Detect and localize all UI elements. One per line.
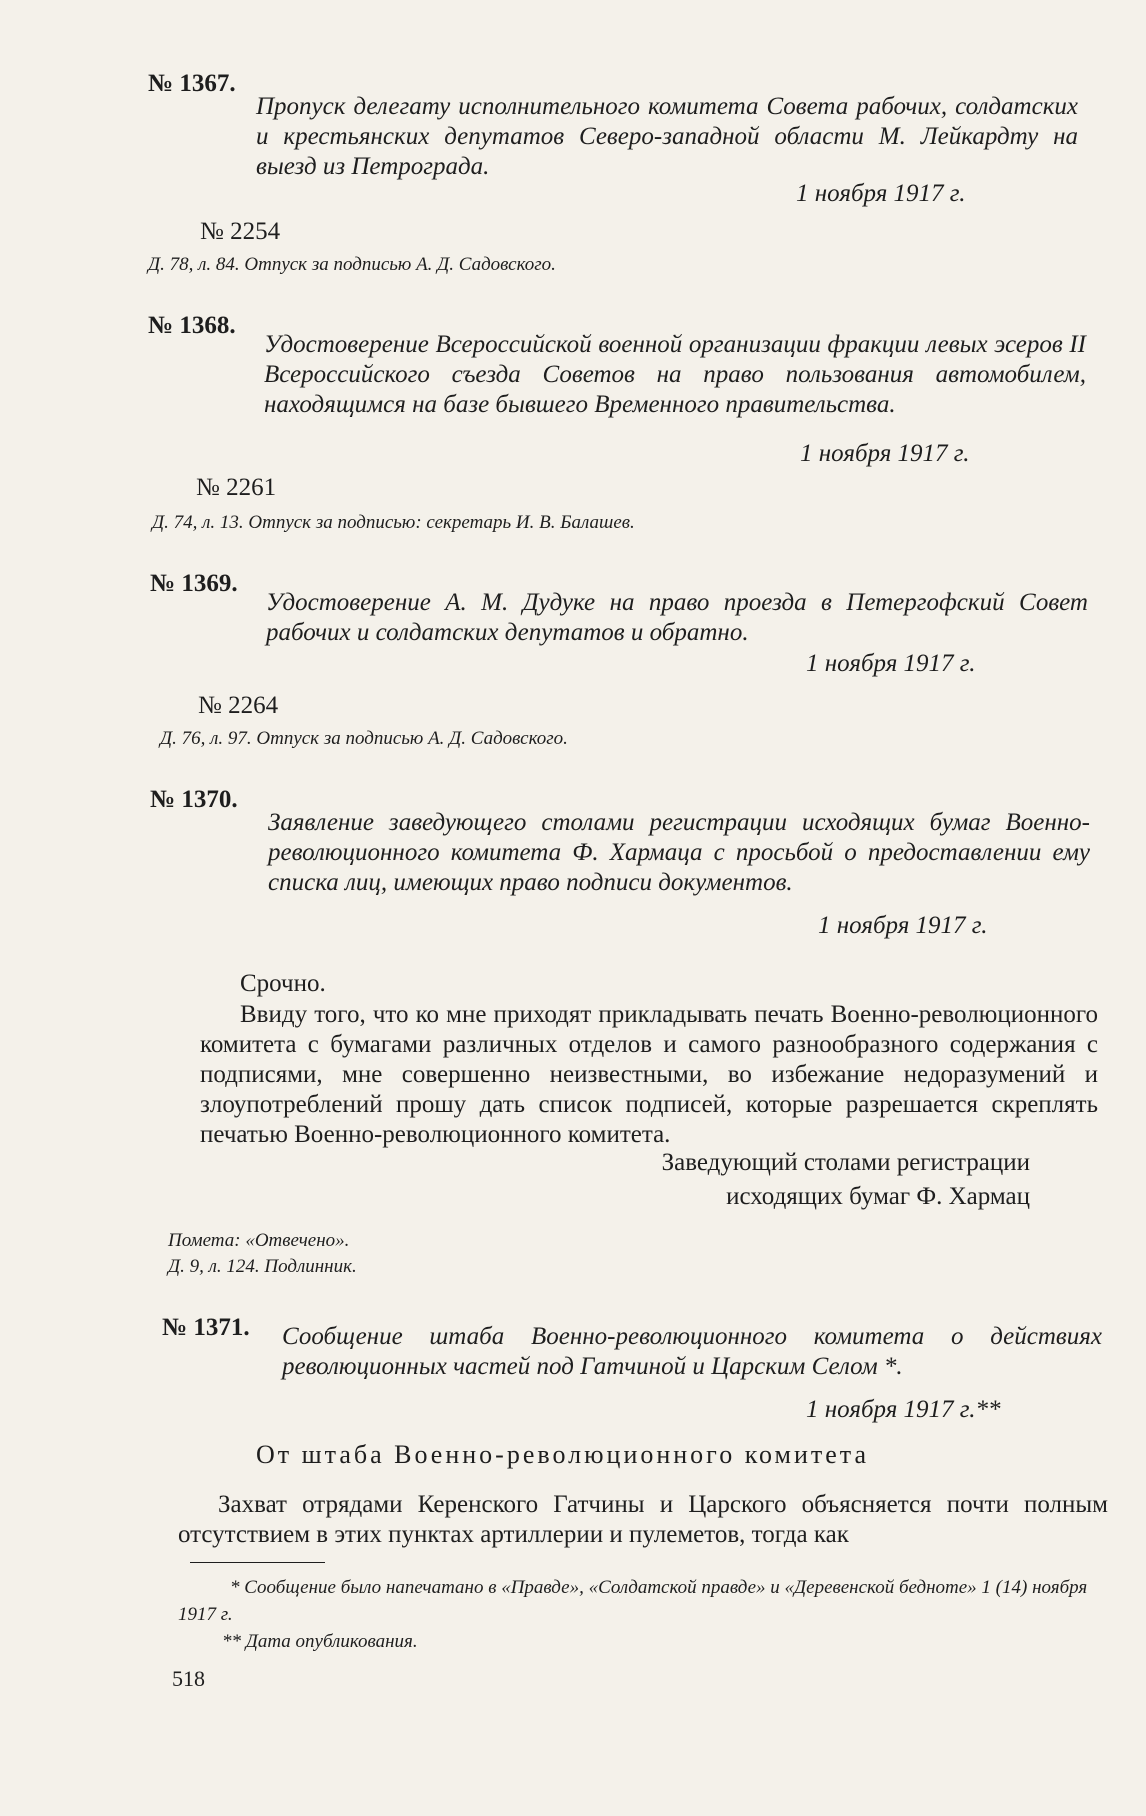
archive-reference: Д. 9, л. 124. Подлинник. — [168, 1256, 357, 1277]
doc-number: № 1371. — [162, 1314, 250, 1341]
signature-line: Заведующий столами регистрации — [661, 1149, 1030, 1176]
letter-body: Ввиду того, что ко мне приходят прикладывать печать Военно-революционного комитета с бумагами различных отделов и самого разнообразного содержания с подписями, мне совершенно неизвестными, во избежание недоразумений и злоупотреблений прошу дать список подписей, которые разрешается скреплять печатью Военно-революционного комитета. — [200, 1001, 1098, 1148]
archive-reference: Д. 78, л. 84. Отпуск за подписью А. Д. Садовского. — [148, 254, 556, 275]
urgent-mark: Срочно. — [240, 970, 326, 997]
note: Помета: «Отвечено». — [168, 1230, 350, 1251]
doc-registration-number: № 2264 — [198, 692, 279, 719]
signature-block — [560, 1146, 1030, 1214]
report-body: Захват отрядами Керенского Гатчины и Царского объясняется почти полным отсутствием в этих пунктах артиллерии и пулеметов, тогда как — [178, 1491, 1108, 1548]
doc-number: № 1370. — [150, 786, 238, 813]
doc-title: Удостоверение Всероссийской военной организации фракции левых эсеров II Всероссийского съезда Советов на право пользования автомобилем, находящимся на базе бывшего Временного правительства. — [264, 331, 1086, 418]
signature-line: исходящих бумаг Ф. Хармац — [726, 1183, 1030, 1210]
doc-registration-number: № 2261 — [196, 474, 277, 501]
doc-title: Сообщение штаба Военно-революционного комитета о действиях революционных частей под Гатчиной и Царским Селом *. — [282, 1323, 1102, 1380]
doc-date: 1 ноября 1917 г. — [796, 180, 966, 207]
footnote-divider — [190, 1562, 325, 1563]
doc-date: 1 ноября 1917 г.** — [806, 1396, 1001, 1423]
doc-title: Удостоверение А. М. Дудуке на право проезда в Петергофский Совет рабочих и солдатских депутатов и обратно. — [266, 589, 1088, 646]
doc-number: № 1367. — [148, 70, 236, 97]
doc-title: Заявление заведующего столами регистрации исходящих бумаг Военно-революционного комитета Ф. Хармаца с просьбой о предоставлении ему списка лиц, имеющих право подписи документов. — [268, 809, 1090, 896]
page-number: 518 — [172, 1666, 205, 1691]
doc-registration-number: № 2254 — [200, 218, 281, 245]
doc-number: № 1368. — [148, 312, 236, 339]
doc-number: № 1369. — [150, 570, 238, 597]
doc-title: Пропуск делегату исполнительного комитета Совета рабочих, солдатских и крестьянских депутатов Северо-западной области М. Лейкардту на выезд из Петрограда. — [256, 93, 1078, 180]
archive-reference: Д. 74, л. 13. Отпуск за подписью: секретарь И. В. Балашев. — [152, 512, 635, 533]
archive-reference: Д. 76, л. 97. Отпуск за подписью А. Д. Садовского. — [160, 728, 568, 749]
footnote: ** Дата опубликования. — [222, 1631, 418, 1652]
section-heading: От штаба Военно-революционного комитета — [256, 1440, 870, 1469]
doc-date: 1 ноября 1917 г. — [806, 650, 976, 677]
doc-date: 1 ноября 1917 г. — [818, 912, 988, 939]
doc-date: 1 ноября 1917 г. — [800, 440, 970, 467]
footnote: * Сообщение было напечатано в «Правде», «Солдатской правде» и «Деревенской бедноте» 1 (14) ноября 1917 г. — [178, 1577, 1088, 1625]
